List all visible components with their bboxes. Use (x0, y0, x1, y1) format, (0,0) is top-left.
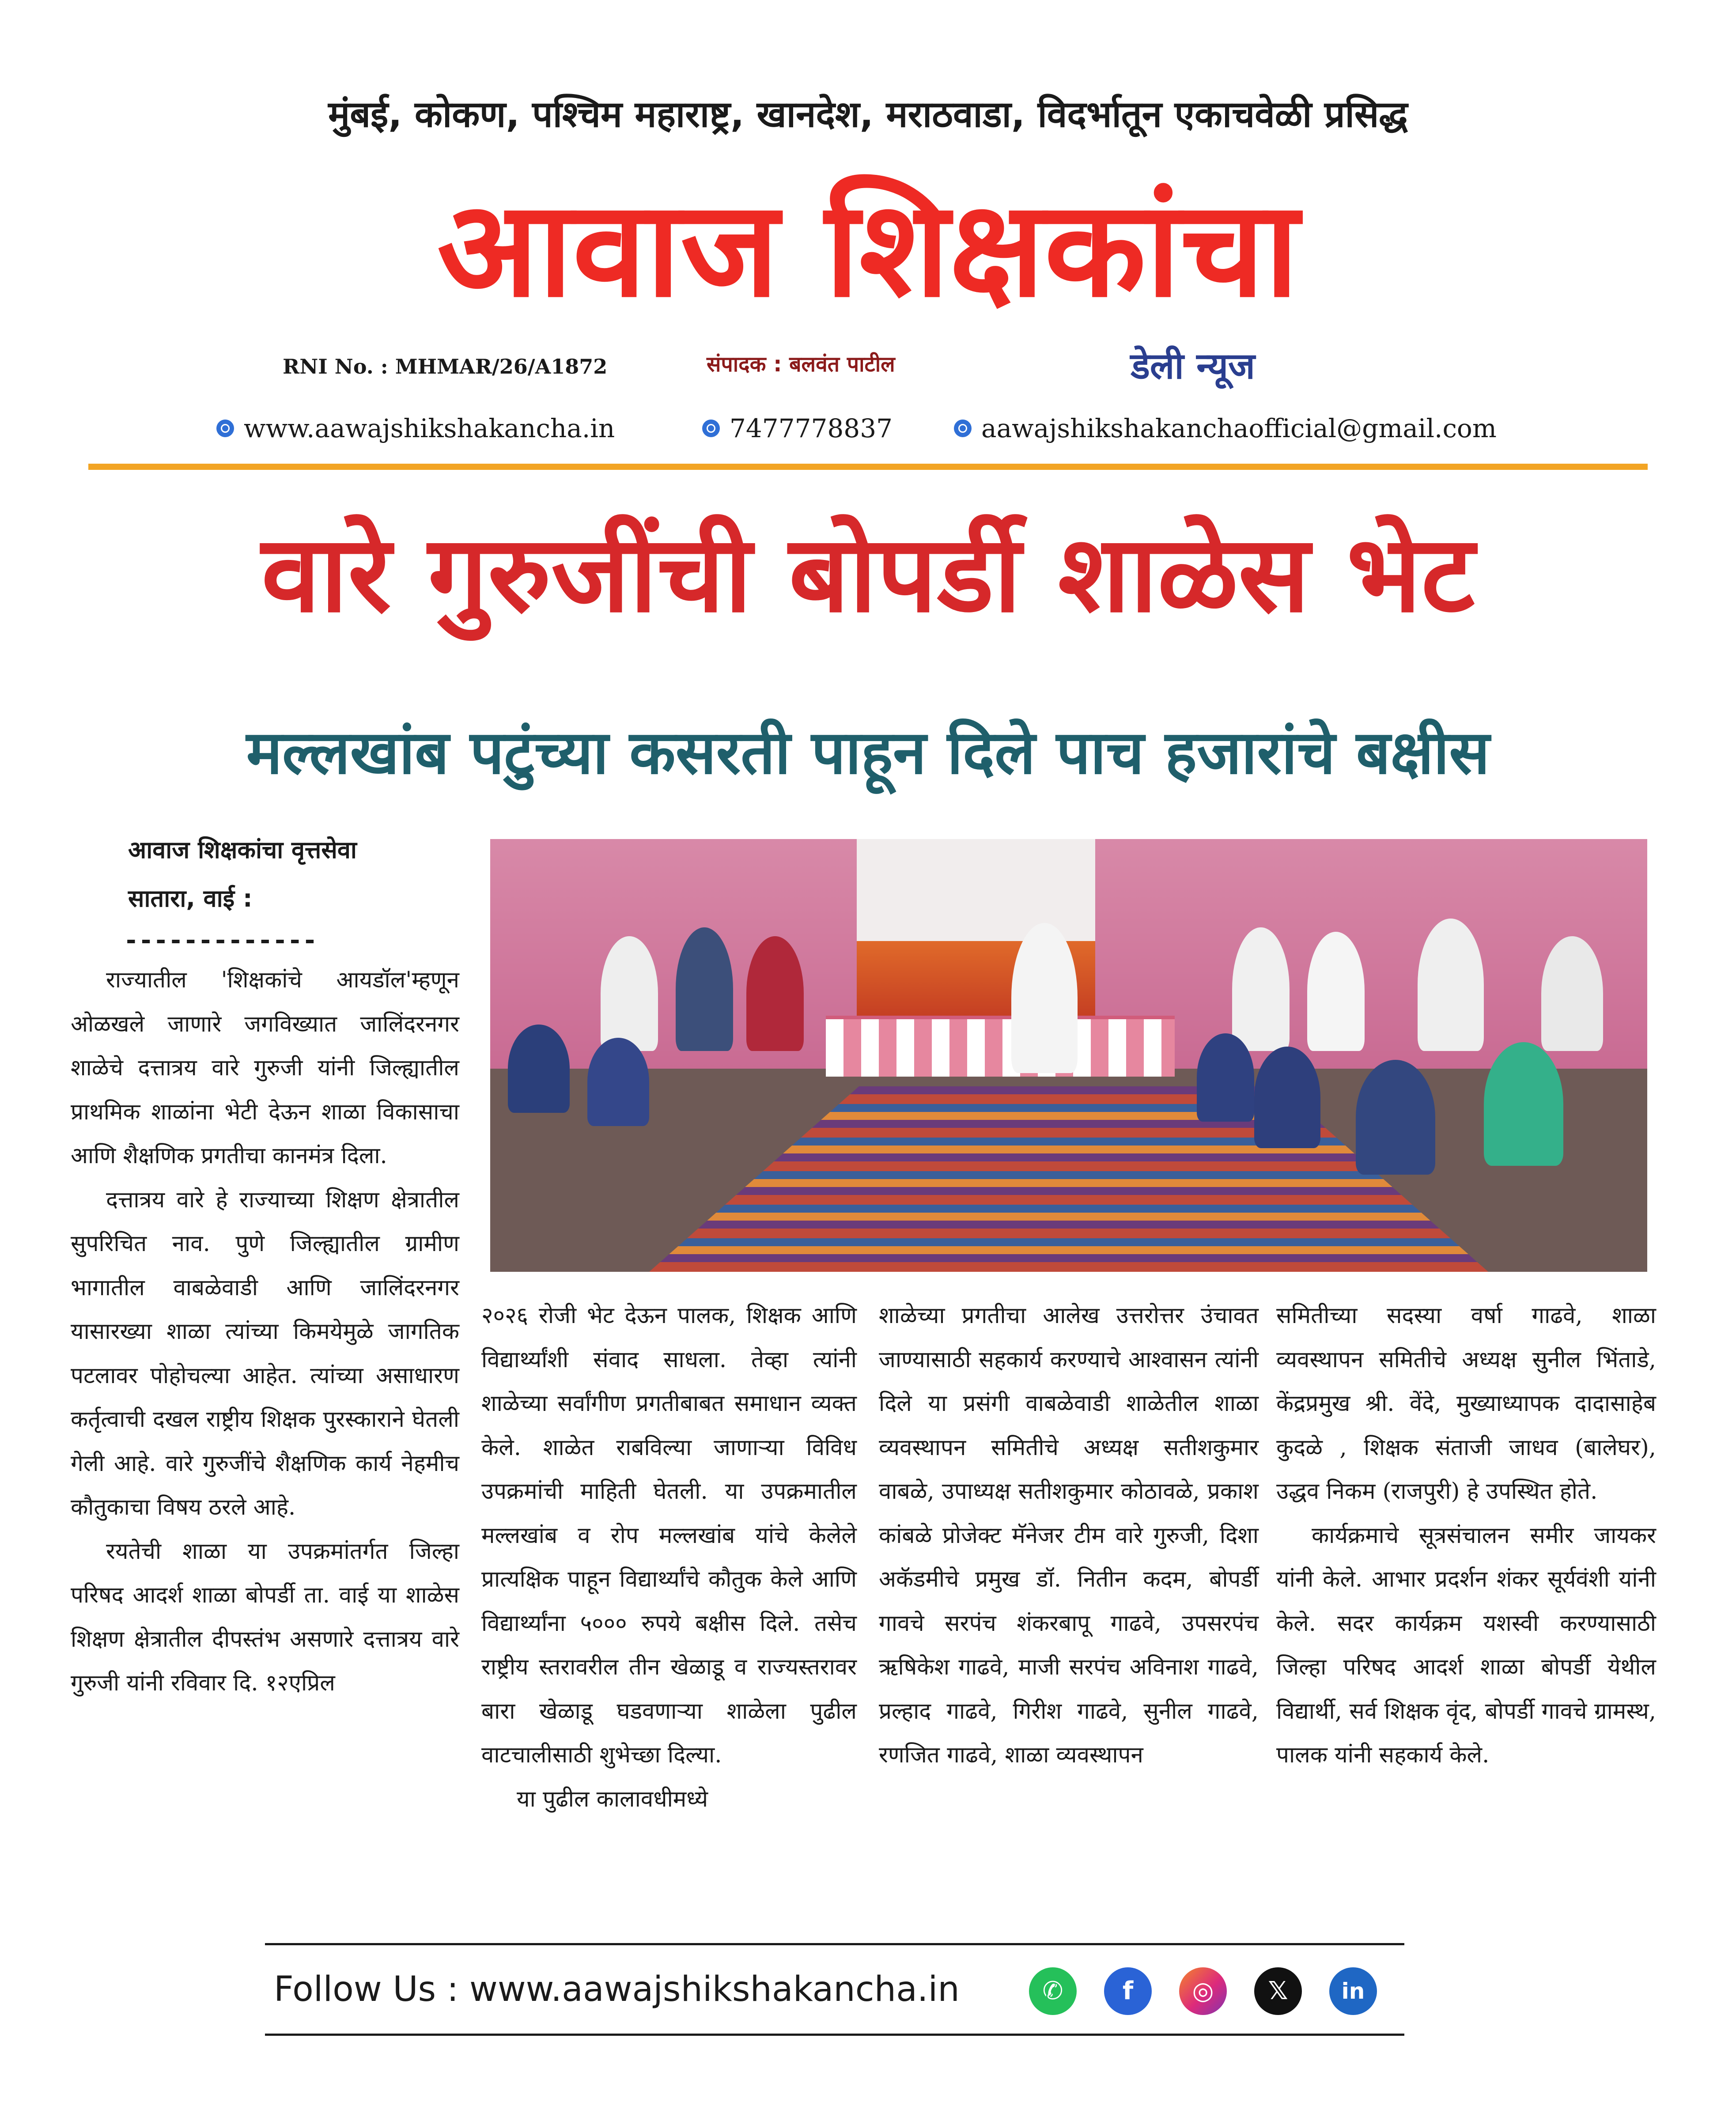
byline-rule: ------------- (124, 926, 318, 955)
editor-credit: संपादक : बलवंत पाटील (707, 352, 895, 377)
globe-icon (216, 420, 234, 437)
byline-agency: आवाज शिक्षकांचा वृत्तसेवा (128, 836, 357, 864)
event-photo (490, 839, 1647, 1272)
paragraph: समितीच्या सदस्या वर्षा गाढवे, शाळा व्यवस्थापन समितीचे अध्यक्ष सुनील भिंताडे, केंद्रप्रमुख श्री. वेंदे, मुख्याध्यापक दादासाहेब कुदळे , शिक्षक संताजी जाधव (बालेघर), उद्धव निकम (राजपुरी) हे उपस्थित होते. (1276, 1303, 1656, 1505)
tagline: मुंबई, कोकण, पश्चिम महाराष्ट्र, खानदेश, मराठवाडा, विदर्भातून एकाचवेळी प्रसिद्ध (328, 94, 1408, 136)
article-column-1 (71, 958, 459, 1921)
paragraph: राज्यातील 'शिक्षकांचे आयडॉल'म्हणून ओळखले जाणारे जगविख्यात जालिंदरनगर शाळेचे दत्तात्रय वारे गुरुजी यांनी जिल्ह्यातील प्राथमिक शाळांना भेटी देऊन शाळा विकासाचा आणि शैक्षणिक प्रगतीचा कानमंत्र दिला. (71, 967, 459, 1169)
phone-icon (702, 420, 720, 437)
byline-place: सातारा, वाई : (128, 885, 253, 912)
article-column-4 (1276, 1294, 1656, 1934)
facebook-icon[interactable]: f (1104, 1967, 1152, 2015)
rni-number: RNI No. : MHMAR/26/A1872 (283, 355, 608, 378)
email-icon (954, 420, 972, 437)
website-link[interactable] (216, 406, 636, 450)
paragraph: शाळेच्या प्रगतीचा आलेख उत्तरोत्तर उंचावत जाण्यासाठी सहकार्य करण्याचे आश्वासन त्यांनी दिले या प्रसंगी वाबळेवाडी शाळेतील शाळा व्यवस्थापन समितीचे अध्यक्ष सतीशकुमार वाबळे, उपाध्यक्ष सतीशकुमार कोठावळे, प्रकाश कांबळे प्रोजेक्ट मॅनेजर टीम वारे गुरुजी, दिशा अकॅडमीचे प्रमुख डॉ. नितीन कदम, बोपर्डी गावचे सरपंच शंकरबापू गाढवे, उपसरपंच ऋषिकेश गाढवे, माजी सरपंच अविनाश गाढवे, प्रल्हाद गाढवे, गिरीश गाढवे, सुनील गाढवे, रणजित गाढवे, शाळा व्यवस्थापन (879, 1303, 1259, 1768)
article-subheadline: मल्लखांब पटुंच्या कसरती पाहून दिले पाच हजारांचे बक्षीस (246, 718, 1490, 788)
x-icon[interactable]: 𝕏 (1254, 1967, 1302, 2015)
paragraph: कार्यक्रमाचे सूत्रसंचालन समीर जायकर यांनी केले. आभार प्रदर्शन शंकर सूर्यवंशी यांनी केले. सदर कार्यक्रम यशस्वी करण्यासाठी जिल्हा परिषद आदर्श शाळा बोपर्डी येथील विद्यार्थी, सर्व शिक्षक वृंद, बोपर्डी गावचे ग्रामस्थ, पालक यांनी सहकार्य केले. (1276, 1522, 1656, 1768)
paragraph: २०२६ रोजी भेट देऊन पालक, शिक्षक आणि विद्यार्थ्यांशी संवाद साधला. तेव्हा त्यांनी शाळेच्या सर्वांगीण प्रगतीबाबत समाधान व्यक्त केले. शाळेत राबविल्या जाणाऱ्या विविध उपक्रमांची माहिती घेतली. या उपक्रमातील मल्लखांब व रोप मल्लखांब यांचे केलेले प्रात्यक्षिक पाहून विद्यार्थ्यांचे कौतुक केले आणि विद्यार्थ्यांना ५००० रुपये बक्षीस दिले. तसेच राष्ट्रीय स्तरावरील तीन खेळाडू व राज्यस्तरावर बारा खेळाडू घडवणाऱ्या शाळेला पुढील वाटचालीसाठी शुभेच्छा दिल्या. (481, 1303, 857, 1768)
paragraph: या पुढील कालावधीमध्ये (517, 1786, 708, 1812)
phone-text: 7477778837 (730, 413, 893, 443)
paragraph: रयतेची शाळा या उपक्रमांतर्गत जिल्हा परिषद आदर्श शाळा बोपर्डी ता. वाई या शाळेस शिक्षण क्षेत्रातील दीपस्तंभ असणारे दत्तात्रय वारे गुरुजी यांनी रविवार दि. १२एप्रिल (71, 1538, 459, 1696)
email-text: aawajshikshakanchaofficial@gmail.com (981, 413, 1497, 443)
whatsapp-icon[interactable]: ✆ (1029, 1967, 1077, 2015)
footer-divider-bottom (265, 2034, 1404, 2036)
linkedin-icon[interactable]: in (1329, 1967, 1377, 2015)
article-column-3 (879, 1294, 1259, 1934)
website-text: www.aawajshikshakancha.in (244, 413, 615, 443)
footer-divider-top (265, 1943, 1404, 1945)
follow-us-link[interactable]: Follow Us : www.aawajshikshakancha.in (274, 1970, 960, 2009)
email-contact[interactable] (954, 406, 1528, 450)
instagram-icon[interactable]: ◎ (1179, 1967, 1227, 2015)
paragraph: दत्तात्रय वारे हे राज्याच्या शिक्षण क्षेत्रातील सुपरिचित नाव. पुणे जिल्ह्यातील ग्रामीण भागातील वाबळेवाडी आणि जालिंदरनगर यासारख्या शाळा त्यांच्या किमयेमुळे जागतिक पटलावर पोहोचल्या आहेत. त्यांच्या असाधारण कर्तृत्वाची दखल राष्ट्रीय शिक्षक पुरस्काराने घेतली गेली आहे. वारे गुरुजींचे शैक्षणिक कार्य नेहमीच कौतुकाचा विषय ठरले आहे. (71, 1187, 459, 1520)
masthead-title: आवाज शिक्षकांचा (437, 172, 1299, 326)
article-column-2 (481, 1294, 857, 1934)
article-headline: वारे गुरुजींची बोपर्डी शाळेस भेट (261, 512, 1475, 636)
header-divider (88, 464, 1648, 470)
edition-label: डेली न्यूज (1131, 345, 1255, 387)
